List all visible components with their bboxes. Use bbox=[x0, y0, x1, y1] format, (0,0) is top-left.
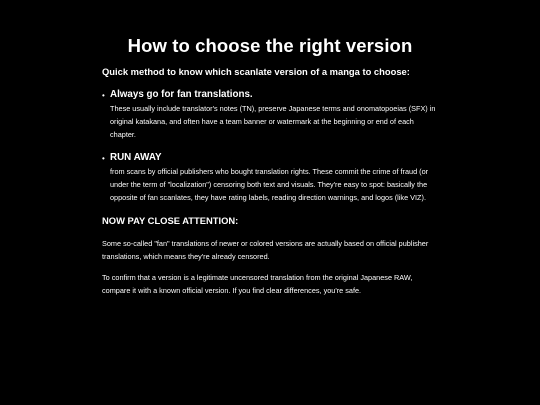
paragraph-confirm-version: To confirm that a version is a legitimate uncensored translation from the original Japanese RAW, compare it with a known official version. If you find clear differences, you're safe. bbox=[102, 273, 413, 295]
bullet-heading: RUN AWAY bbox=[110, 152, 162, 163]
paragraph-fan-versions: Some so-called "fan" translations of newer or colored versions are actually based on official publisher translations, which means they're already censored. bbox=[102, 239, 429, 261]
list-item-fan-translations bbox=[102, 89, 438, 141]
advice-list bbox=[102, 89, 438, 204]
attention-heading: NOW PAY CLOSE ATTENTION: bbox=[102, 215, 239, 226]
bullet-icon: • bbox=[102, 154, 105, 163]
list-item-run-away bbox=[102, 152, 438, 204]
bullet-body: These usually include translator's notes (TN), preserve Japanese terms and onomatopoeias (SFX) in original katakana, and often have a team banner or watermark at the beginning or end of each chapter. bbox=[110, 104, 436, 139]
intro-text: Quick method to know which scanlate version of a manga to choose: bbox=[102, 66, 410, 77]
bullet-icon: • bbox=[102, 91, 105, 100]
page-title: How to choose the right version bbox=[127, 35, 413, 56]
bullet-heading: Always go for fan translations. bbox=[110, 89, 253, 100]
bullet-body: from scans by official publishers who bought translation rights. These commit the crime of fraud (or under the term of "localization") censoring both text and visuals. They're easy to spot: basically the opposite of fan scanlates, they have rating labels, reading direction warnings, and logos (like VIZ). bbox=[110, 167, 429, 202]
